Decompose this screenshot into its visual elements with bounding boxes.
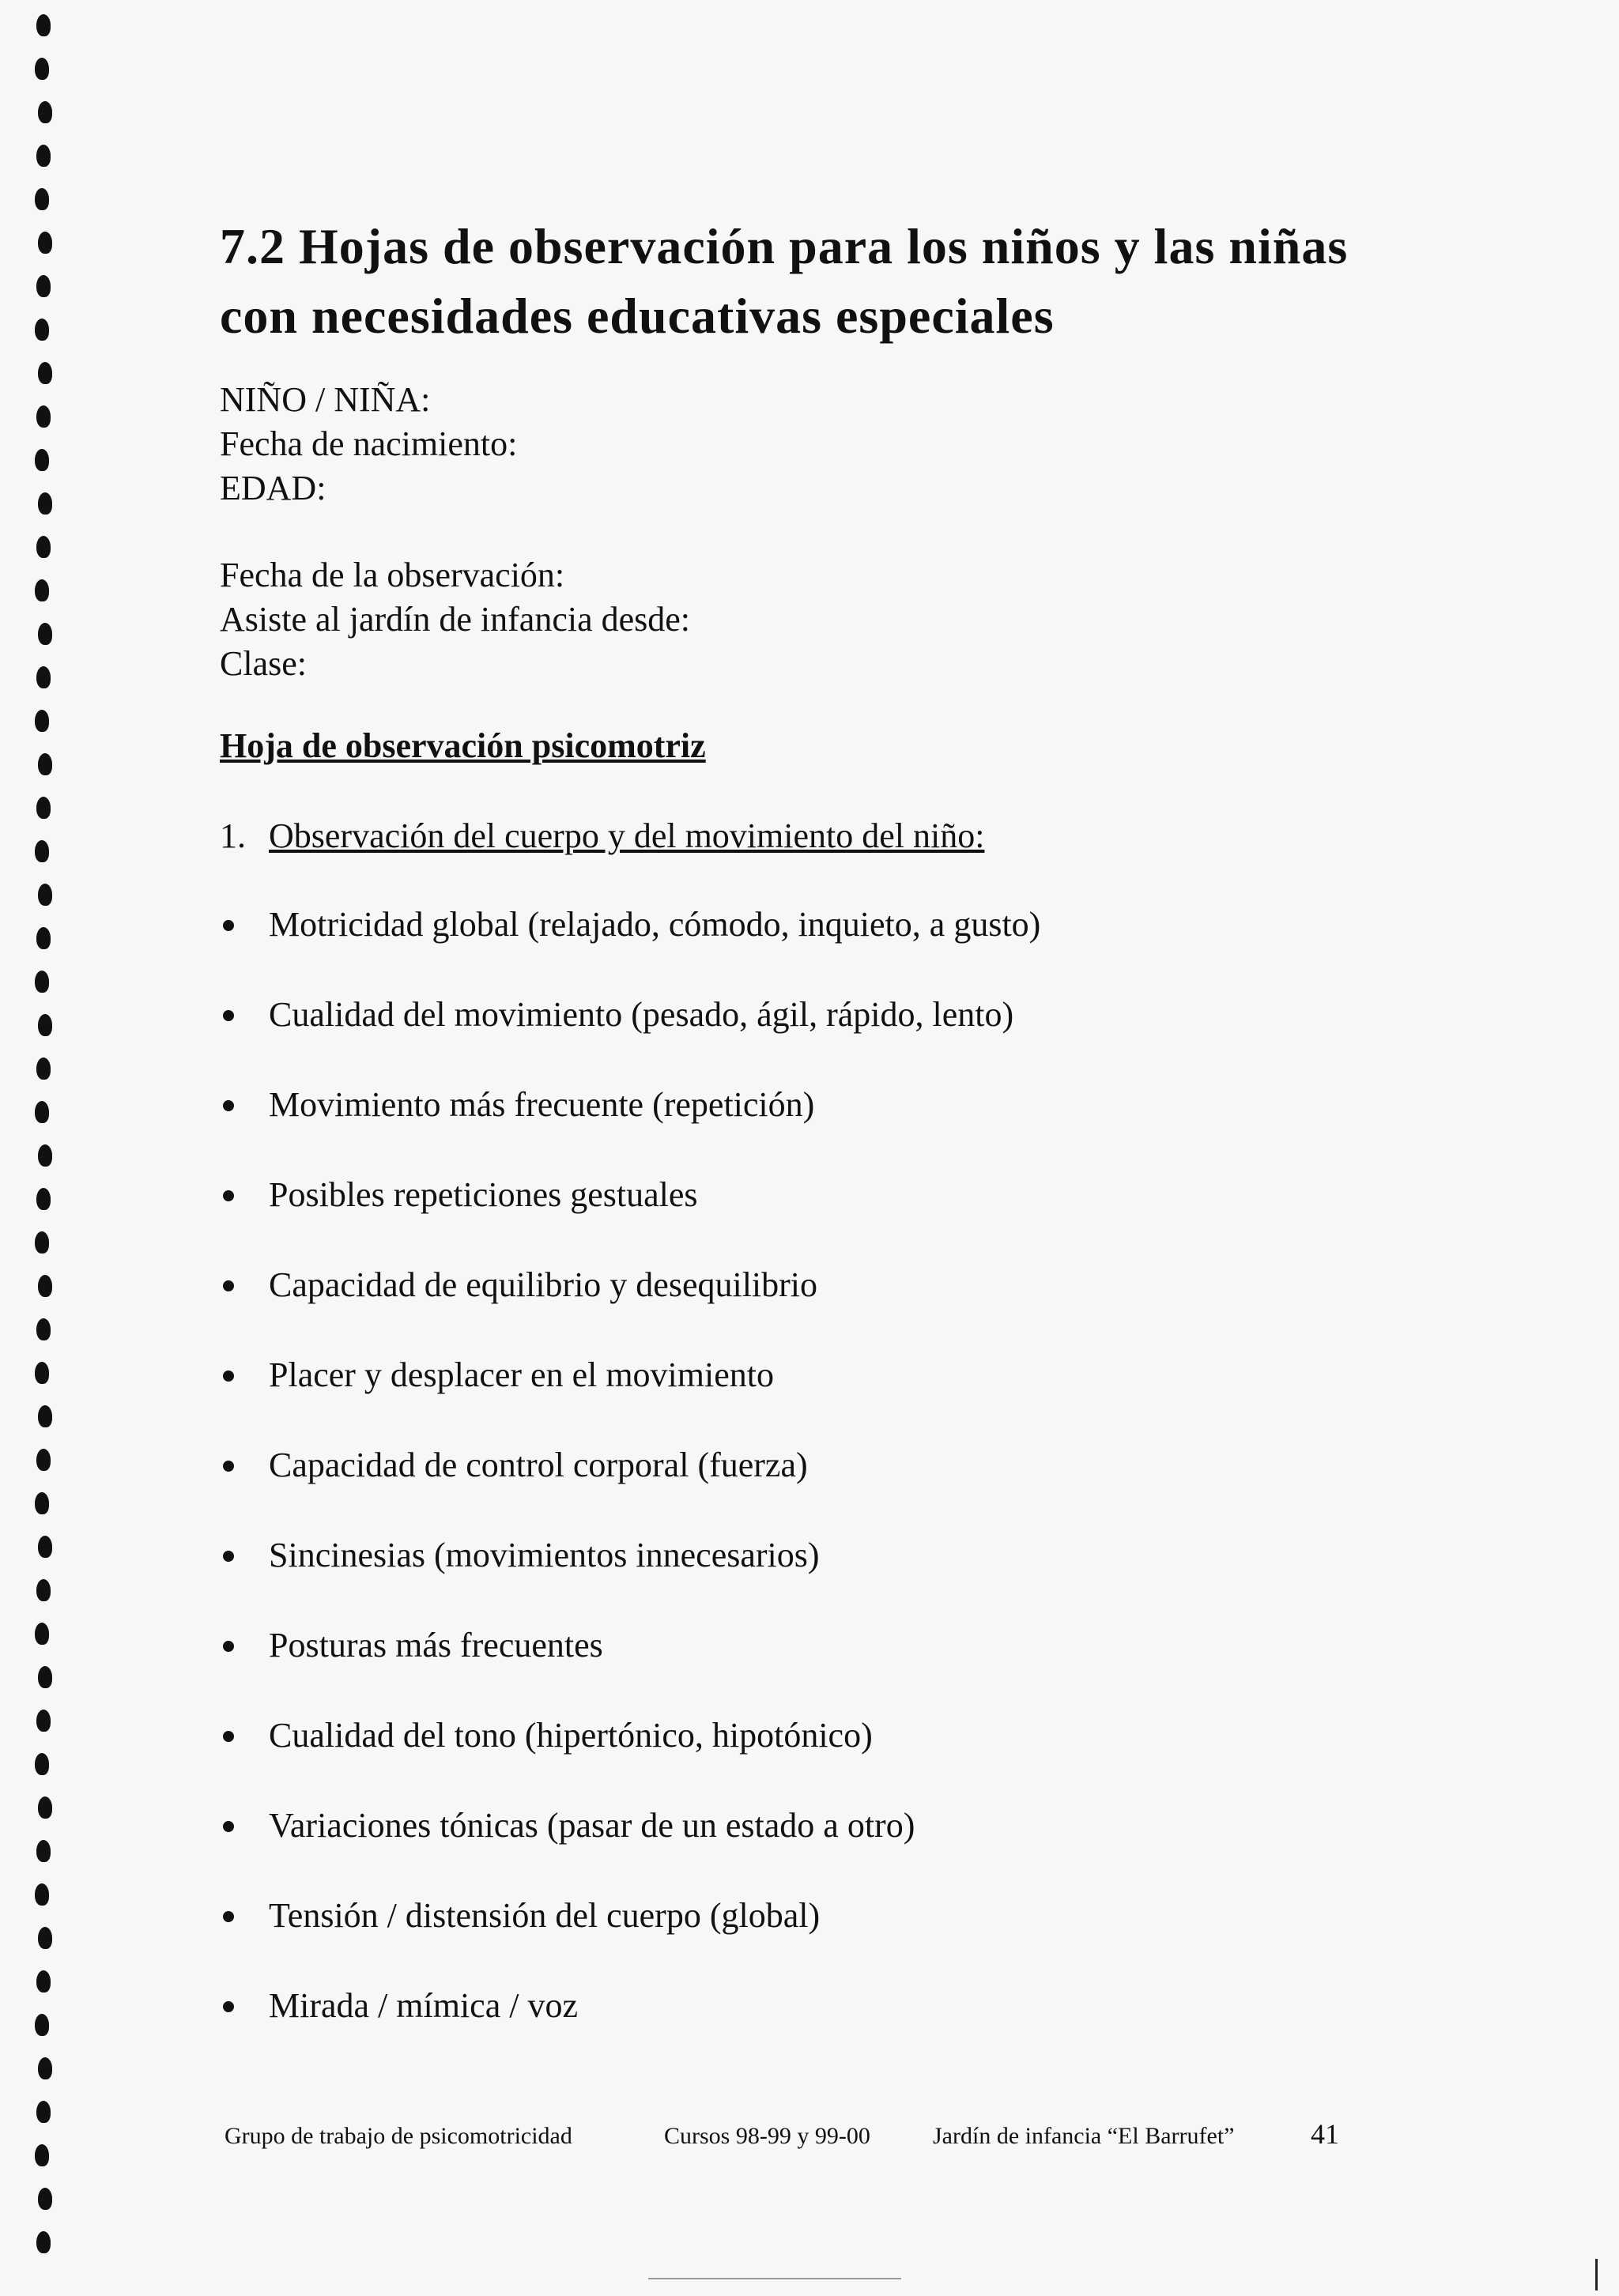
list-item-text: Capacidad de equilibrio y desequilibrio — [269, 1265, 818, 1304]
numbered-item — [220, 814, 984, 858]
binding-hole — [36, 2101, 51, 2123]
binding-hole — [36, 275, 51, 297]
binding-hole — [35, 1623, 49, 1645]
binding-hole — [38, 232, 52, 254]
binding-hole — [38, 1275, 52, 1297]
bullet-icon — [223, 1190, 234, 1201]
binding-hole — [38, 884, 52, 906]
binding-hole — [35, 971, 49, 993]
binding-hole — [36, 927, 51, 949]
binding-hole — [35, 579, 49, 601]
binding-hole — [36, 1188, 51, 1210]
observation-info-fields — [220, 553, 690, 686]
list-item — [220, 1894, 1040, 1984]
binding-hole — [35, 1362, 49, 1384]
binding-hole — [36, 1579, 51, 1601]
binding-hole — [36, 666, 51, 688]
list-item — [220, 1263, 1040, 1353]
list-item-text: Capacidad de control corporal (fuerza) — [269, 1446, 808, 1484]
bullet-icon — [223, 1821, 234, 1832]
binding-hole — [36, 1840, 51, 1862]
list-item — [220, 903, 1040, 993]
binding-hole — [36, 145, 51, 167]
list-item — [220, 1173, 1040, 1263]
binding-hole — [38, 101, 52, 123]
binding-hole — [35, 2014, 49, 2036]
observation-bullet-list — [220, 903, 1040, 2074]
bullet-icon — [223, 1370, 234, 1382]
section-heading: Hoja de observación psicomotriz — [220, 726, 706, 765]
footer-courses: Cursos 98-99 y 99-00 — [664, 2123, 870, 2149]
binding-hole — [36, 797, 51, 819]
binding-hole — [38, 492, 52, 515]
binding-hole — [35, 319, 49, 341]
binding-hole — [38, 1014, 52, 1036]
binding-hole — [38, 753, 52, 775]
class-field: Clase: — [220, 644, 307, 683]
numbered-item-text: Observación del cuerpo y del movimiento del niño: — [269, 816, 985, 855]
child-name-field: NIÑO / NIÑA: — [220, 380, 431, 419]
list-item — [220, 1083, 1040, 1173]
binding-hole — [36, 536, 51, 558]
list-item-text: Posibles repeticiones gestuales — [269, 1175, 698, 1214]
page-title: 7.2 Hojas de observación para los niños y las niñas con necesidades educativas especiales — [220, 218, 1349, 344]
binding-hole — [35, 58, 49, 80]
bullet-icon — [223, 1551, 234, 1562]
binding-hole — [35, 1883, 49, 1906]
numbered-item-number: 1. — [220, 816, 246, 855]
binding-hole — [36, 2231, 51, 2253]
list-item-text: Cualidad del movimiento (pesado, ágil, rápido, lento) — [269, 995, 1014, 1034]
observation-date-field: Fecha de la observación: — [220, 556, 565, 594]
list-item-text: Cualidad del tono (hipertónico, hipotónico) — [269, 1716, 873, 1755]
binding-hole — [36, 1058, 51, 1080]
binding-hole — [35, 2144, 49, 2166]
bullet-icon — [223, 920, 234, 931]
binding-hole — [36, 1449, 51, 1471]
binding-hole — [36, 1710, 51, 1732]
list-item — [220, 1804, 1040, 1894]
edge-scan-mark — [1595, 2259, 1598, 2290]
list-item — [220, 993, 1040, 1083]
binding-hole — [38, 1536, 52, 1558]
bullet-icon — [223, 1641, 234, 1652]
list-item-text: Tensión / distensión del cuerpo (global) — [269, 1896, 821, 1935]
binding-hole — [35, 188, 49, 210]
list-item — [220, 1353, 1040, 1443]
binding-hole — [35, 1101, 49, 1123]
bullet-icon — [223, 1461, 234, 1472]
binding-hole — [36, 1970, 51, 1993]
binding-hole — [35, 1231, 49, 1254]
age-field: EDAD: — [220, 469, 326, 507]
list-item-text: Posturas más frecuentes — [269, 1626, 603, 1665]
bullet-icon — [223, 1911, 234, 1922]
binding-hole — [38, 1405, 52, 1427]
footer-school: Jardín de infancia “El Barrufet” — [933, 2123, 1235, 2149]
binding-hole — [38, 2057, 52, 2079]
binding-hole — [35, 710, 49, 732]
list-item-text: Placer y desplacer en el movimiento — [269, 1355, 774, 1394]
list-item — [220, 1443, 1040, 1533]
binding-hole — [38, 1927, 52, 1949]
list-item — [220, 1714, 1040, 1804]
page-footer — [225, 2118, 1379, 2152]
binding-hole — [38, 1666, 52, 1688]
bullet-icon — [223, 1280, 234, 1291]
binding-hole — [38, 623, 52, 645]
bullet-icon — [223, 1100, 234, 1111]
binding-hole — [35, 1753, 49, 1775]
list-item — [220, 1533, 1040, 1623]
bullet-icon — [223, 1731, 234, 1742]
list-item — [220, 1984, 1040, 2074]
child-info-fields — [220, 378, 517, 511]
binding-hole — [36, 1318, 51, 1340]
bullet-icon — [223, 2001, 234, 2012]
binding-hole — [35, 1492, 49, 1514]
list-item — [220, 1623, 1040, 1714]
bullet-icon — [223, 1010, 234, 1021]
list-item-text: Motricidad global (relajado, cómodo, inquieto, a gusto) — [269, 905, 1041, 944]
binding-hole — [35, 449, 49, 471]
bottom-scan-rule — [648, 2278, 901, 2279]
list-item-text: Sincinesias (movimientos innecesarios) — [269, 1536, 820, 1574]
spiral-binding — [35, 14, 58, 2283]
binding-hole — [38, 2188, 52, 2210]
binding-hole — [38, 1796, 52, 1819]
binding-hole — [38, 1144, 52, 1167]
binding-hole — [35, 840, 49, 862]
attendance-since-field: Asiste al jardín de infancia desde: — [220, 600, 691, 639]
binding-hole — [36, 405, 51, 428]
binding-hole — [38, 362, 52, 384]
binding-hole — [36, 14, 51, 36]
birth-date-field: Fecha de nacimiento: — [220, 424, 518, 463]
list-item-text: Variaciones tónicas (pasar de un estado a otro) — [269, 1806, 915, 1845]
footer-group: Grupo de trabajo de psicomotricidad — [225, 2123, 572, 2149]
list-item-text: Mirada / mímica / voz — [269, 1986, 578, 2025]
list-item-text: Movimiento más frecuente (repetición) — [269, 1085, 815, 1124]
page-number: 41 — [1311, 2118, 1339, 2150]
